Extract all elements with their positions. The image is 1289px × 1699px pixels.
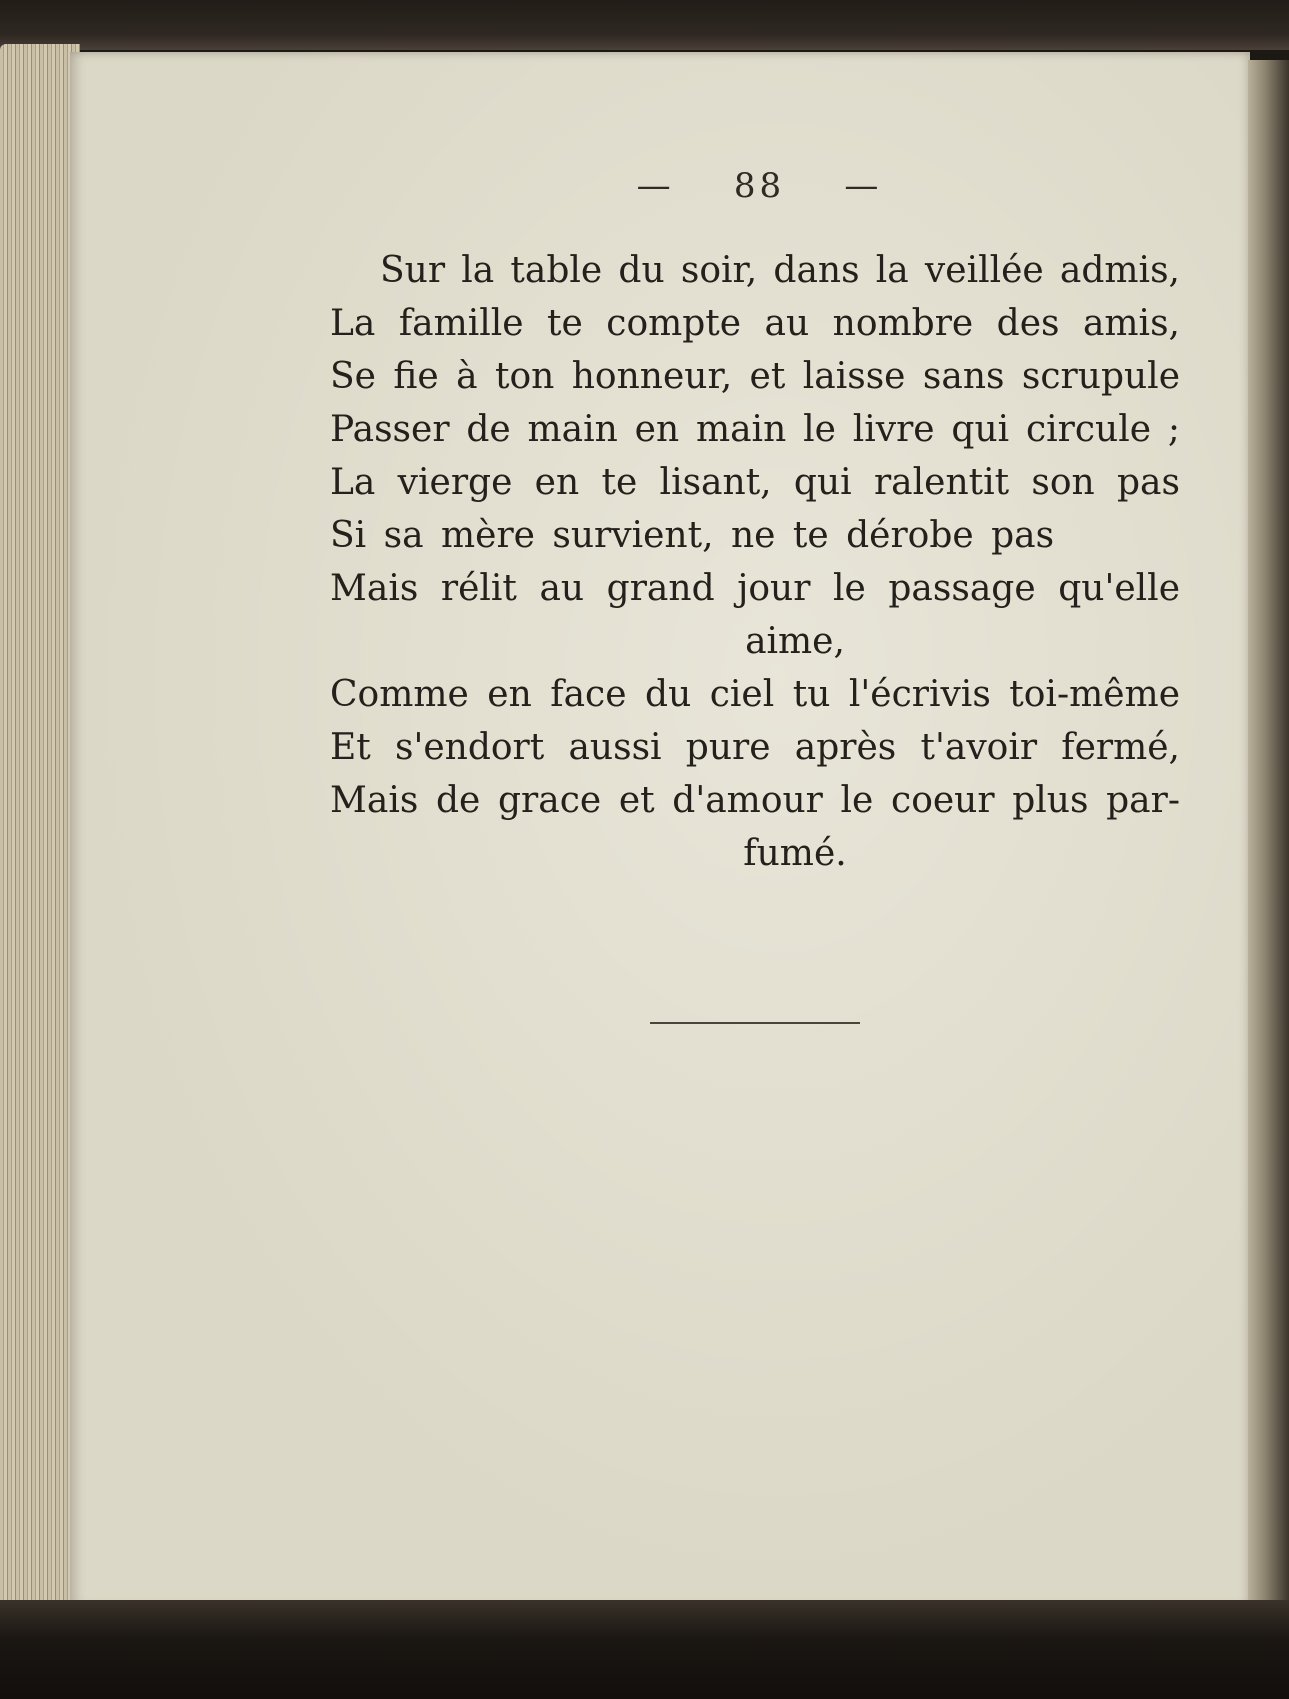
- poem-text: [330, 244, 1180, 880]
- page-number: 88: [733, 166, 786, 206]
- poem-line-continuation: aime,: [745, 621, 845, 662]
- poem-line: Comme en face du ciel tu l'écrivis toi-même: [330, 674, 1180, 715]
- page-number-dash-right: —: [844, 166, 883, 206]
- poem-line: Se fie à ton honneur, et laisse sans scrupule: [330, 356, 1180, 397]
- poem-line: Sur la table du soir, dans la veillée admis,: [380, 250, 1180, 291]
- poem-line: La famille te compte au nombre des amis,: [330, 303, 1180, 344]
- poem-line: Et s'endort aussi pure après t'avoir fermé,: [330, 727, 1180, 768]
- book-binding-edge: [1248, 60, 1289, 1605]
- book-top-edge: [0, 0, 1289, 50]
- poem-line: Mais de grace et d'amour le coeur plus par-: [330, 780, 1180, 821]
- page-stack-edge: [0, 44, 80, 1614]
- poem-line: Mais rélit au grand jour le passage qu'elle: [330, 568, 1180, 609]
- poem-line: Si sa mère survient, ne te dérobe pas: [330, 515, 1055, 556]
- poem-line: La vierge en te lisant, qui ralentit son pas: [330, 462, 1180, 503]
- book-bottom-edge: [0, 1600, 1289, 1699]
- poem-line: Passer de main en main le livre qui circule ;: [330, 409, 1180, 450]
- page-number-dash-left: —: [636, 166, 675, 206]
- page-number-header: [0, 166, 1289, 206]
- poem-line-continuation: fumé.: [743, 833, 847, 874]
- section-rule: [650, 1022, 860, 1024]
